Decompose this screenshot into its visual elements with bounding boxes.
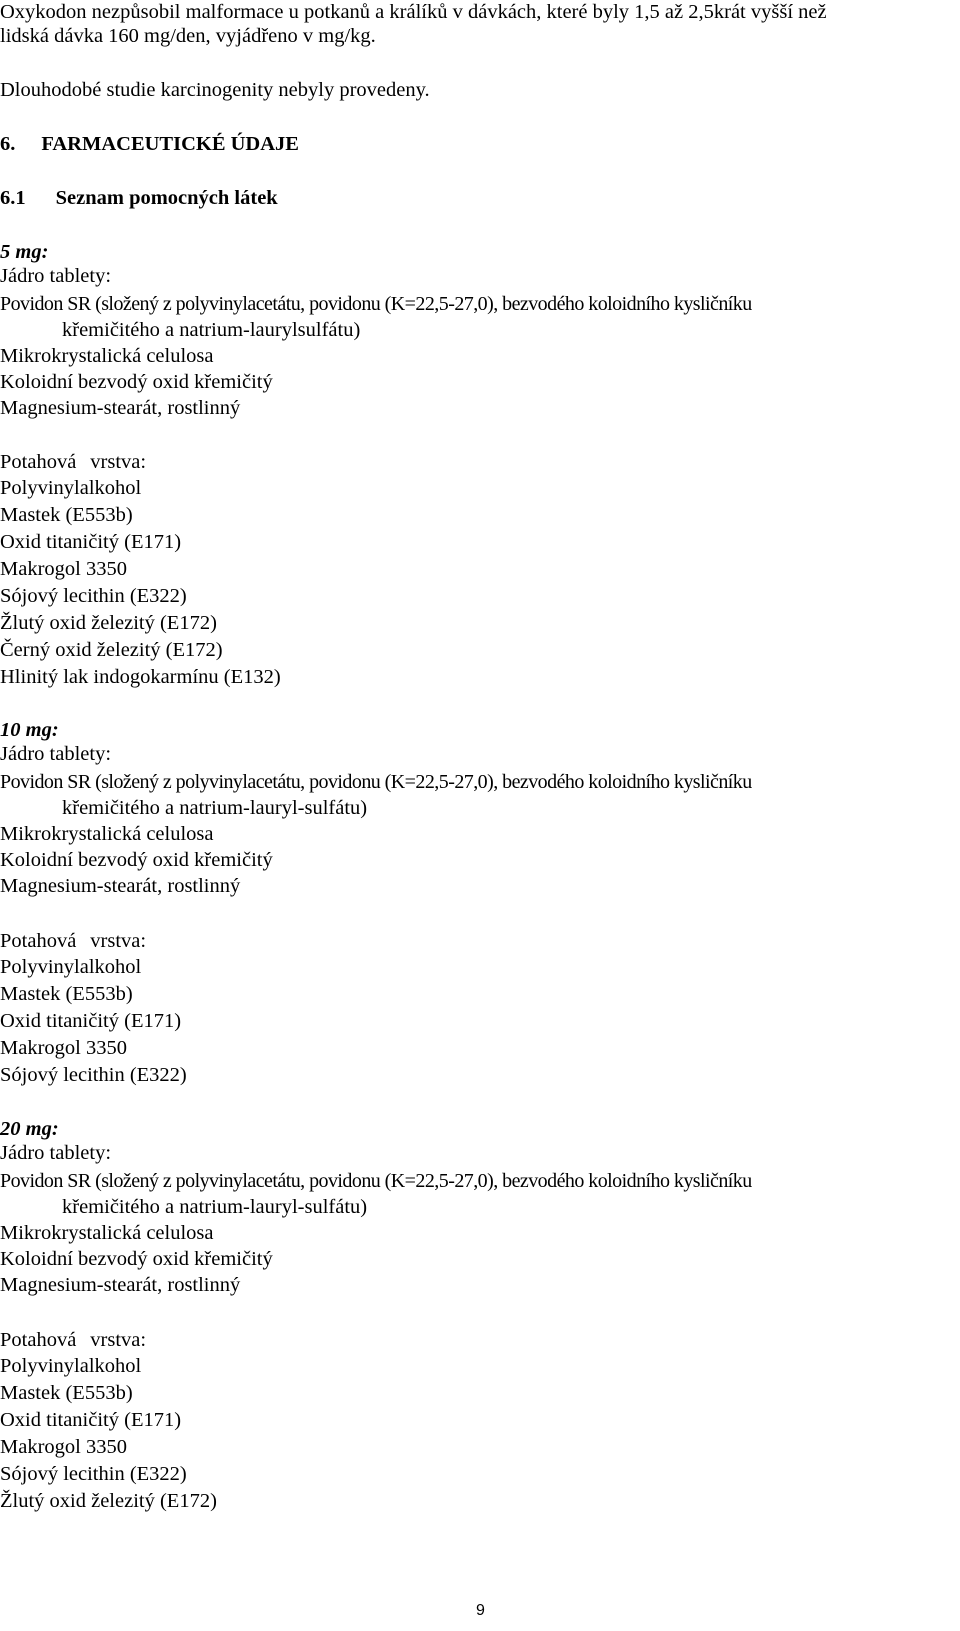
dose-5mg-coating-label [0, 450, 146, 474]
dose-5mg-core-label: Jádro tablety: [0, 265, 112, 287]
section-6-number: 6. [0, 133, 16, 155]
dose-5mg-coating-item-8: Hlinitý lak indogokarmínu (E132) [0, 666, 281, 688]
dose-10mg-povidon-line-1: Povidon SR (složený z polyvinylacetátu, povidonu (K=22,5-27,0), bezvodého koloidního kysličníku [0, 771, 752, 793]
dose-5mg-coating-item-5: Sójový lecithin (E322) [0, 585, 187, 607]
dose-5mg-core-item-2: Koloidní bezvodý oxid křemičitý [0, 371, 273, 393]
dose-20mg-coating-item-5: Sójový lecithin (E322) [0, 1463, 187, 1485]
coating-word: Potahová [0, 1329, 77, 1351]
dose-20mg-core-label: Jádro tablety: [0, 1142, 112, 1164]
dose-20mg-povidon-line-1: Povidon SR (složený z polyvinylacetátu, povidonu (K=22,5-27,0), bezvodého koloidního kysličníku [0, 1170, 752, 1192]
section-6-1-number: 6.1 [0, 187, 26, 209]
dose-20mg-core-item-3: Magnesium-stearát, rostlinný [0, 1274, 241, 1296]
coating-word: Potahová [0, 451, 77, 473]
page-number: 9 [476, 1602, 485, 1619]
section-6-1-heading [0, 186, 278, 210]
dose-10mg-coating-item-4: Makrogol 3350 [0, 1037, 127, 1059]
section-6-1-title: Seznam pomocných látek [55, 187, 278, 209]
dose-10mg-coating-item-3: Oxid titaničitý (E171) [0, 1010, 182, 1032]
dose-20mg-coating-item-1: Polyvinylalkohol [0, 1355, 142, 1377]
coating-rest: vrstva: [90, 930, 147, 952]
coating-word: Potahová [0, 930, 77, 952]
dose-5mg-povidon-line-1: Povidon SR (složený z polyvinylacetátu, povidonu (K=22,5-27,0), bezvodého koloidního kysličníku [0, 293, 752, 315]
dose-10mg-coating-label [0, 929, 146, 953]
intro-line-1: Oxykodon nezpůsobil malformace u potkanů a králíků v dávkách, které byly 1,5 až 2,5krát vyšší než [0, 1, 827, 23]
coating-rest: vrstva: [90, 451, 147, 473]
dose-20mg-coating-item-6: Žlutý oxid železitý (E172) [0, 1490, 217, 1512]
dose-20mg-heading: 20 mg: [0, 1118, 59, 1140]
dose-5mg-coating-item-3: Oxid titaničitý (E171) [0, 531, 182, 553]
intro-line-2: lidská dávka 160 mg/den, vyjádřeno v mg/kg. [0, 25, 376, 47]
dose-5mg-heading: 5 mg: [0, 241, 49, 263]
dose-5mg-coating-item-2: Mastek (E553b) [0, 504, 133, 526]
dose-20mg-coating-label [0, 1328, 146, 1352]
dose-5mg-coating-item-4: Makrogol 3350 [0, 558, 127, 580]
dose-5mg-povidon-line-2: křemičitého a natrium-laurylsulfátu) [62, 319, 361, 341]
dose-20mg-core-item-1: Mikrokrystalická celulosa [0, 1222, 214, 1244]
dose-10mg-heading: 10 mg: [0, 719, 59, 741]
dose-5mg-coating-item-7: Černý oxid železitý (E172) [0, 639, 223, 661]
dose-5mg-coating-item-6: Žlutý oxid železitý (E172) [0, 612, 217, 634]
dose-20mg-povidon-line-2: křemičitého a natrium-lauryl-sulfátu) [62, 1196, 368, 1218]
section-6-title: FARMACEUTICKÉ ÚDAJE [41, 133, 299, 155]
dose-10mg-core-item-3: Magnesium-stearát, rostlinný [0, 875, 241, 897]
dose-10mg-coating-item-1: Polyvinylalkohol [0, 956, 142, 978]
carcinogenicity-statement: Dlouhodobé studie karcinogenity nebyly provedeny. [0, 79, 430, 101]
dose-20mg-coating-item-2: Mastek (E553b) [0, 1382, 133, 1404]
dose-10mg-coating-item-5: Sójový lecithin (E322) [0, 1064, 187, 1086]
dose-5mg-core-item-1: Mikrokrystalická celulosa [0, 345, 214, 367]
dose-10mg-core-item-2: Koloidní bezvodý oxid křemičitý [0, 849, 273, 871]
dose-20mg-coating-item-4: Makrogol 3350 [0, 1436, 127, 1458]
dose-10mg-coating-item-2: Mastek (E553b) [0, 983, 133, 1005]
dose-10mg-core-item-1: Mikrokrystalická celulosa [0, 823, 214, 845]
dose-10mg-povidon-line-2: křemičitého a natrium-lauryl-sulfátu) [62, 797, 368, 819]
dose-20mg-coating-item-3: Oxid titaničitý (E171) [0, 1409, 182, 1431]
dose-5mg-coating-item-1: Polyvinylalkohol [0, 477, 142, 499]
section-6-heading [0, 132, 299, 156]
coating-rest: vrstva: [90, 1329, 147, 1351]
dose-20mg-core-item-2: Koloidní bezvodý oxid křemičitý [0, 1248, 273, 1270]
dose-10mg-core-label: Jádro tablety: [0, 743, 112, 765]
dose-5mg-core-item-3: Magnesium-stearát, rostlinný [0, 397, 241, 419]
